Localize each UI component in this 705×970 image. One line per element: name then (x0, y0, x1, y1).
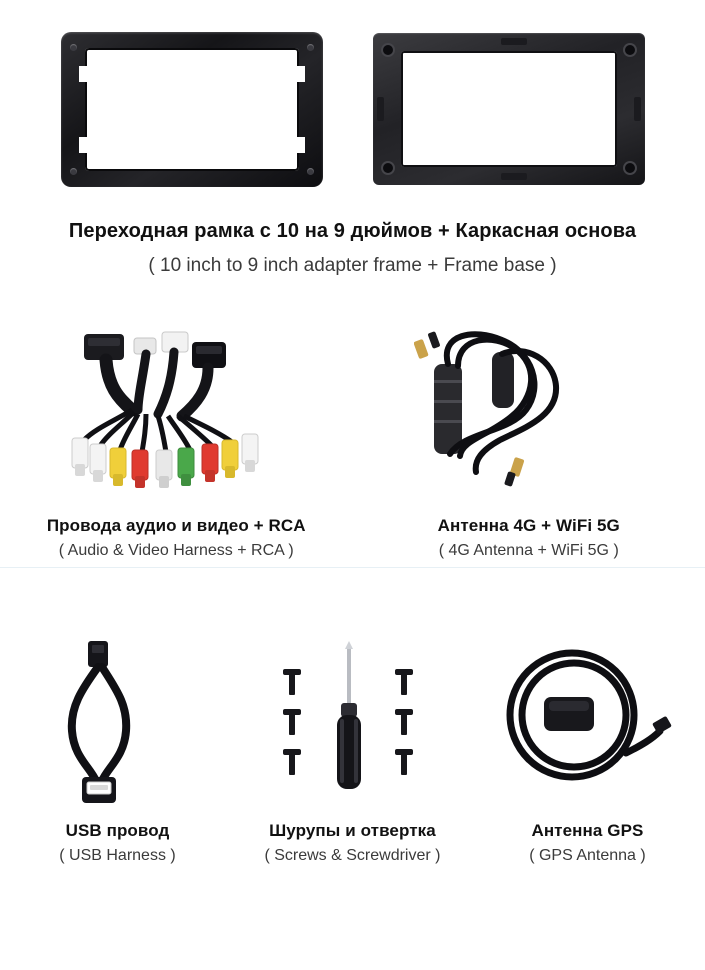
antenna-4g-wifi-caption-ru: Антенна 4G + WiFi 5G (437, 516, 620, 535)
audio-video-harness-caption (47, 516, 306, 560)
gps-antenna-puck-icon (492, 632, 682, 807)
hairline-divider (0, 567, 705, 568)
item-screws-screwdriver (235, 632, 470, 865)
item-antenna-4g-wifi (353, 319, 705, 560)
screws-screwdriver-caption-en: ( Screws & Screwdriver ) (264, 847, 441, 864)
item-gps-antenna (470, 632, 705, 865)
screws-screwdriver-caption (264, 821, 440, 865)
usb-cable-icon (42, 632, 192, 807)
gps-antenna-caption-ru: Антенна GPS (531, 821, 644, 840)
antenna-4g-wifi-5g-icon (414, 319, 644, 504)
audio-video-harness-caption-en: ( Audio & Video Harness + RCA ) (58, 542, 294, 559)
gps-antenna-caption (529, 821, 646, 865)
usb-harness-caption-ru: USB провод (65, 821, 170, 840)
item-audio-video-harness (0, 319, 353, 560)
screwdriver-and-screws-icon (267, 632, 437, 807)
item-usb-harness (0, 632, 235, 865)
frames-caption (0, 220, 705, 277)
section-frames (0, 0, 705, 277)
frames-image-row (0, 24, 705, 194)
antenna-4g-wifi-caption (438, 516, 620, 560)
screws-screwdriver-caption-ru: Шурупы и отвертка (269, 821, 436, 840)
section-harness-antenna (0, 319, 705, 560)
adapter-frame-glossy-icon (61, 32, 323, 187)
frames-caption-en: ( 10 inch to 9 inch adapter frame + Frame base ) (148, 255, 557, 276)
frame-base-matte-icon (373, 33, 645, 185)
audio-video-harness-caption-ru: Провода аудио и видео + RCA (46, 516, 306, 535)
antenna-4g-wifi-caption-en: ( 4G Antenna + WiFi 5G ) (438, 542, 619, 559)
section-accessories (0, 632, 705, 865)
wiring-harness-rca-icon (46, 319, 306, 504)
usb-harness-caption (59, 821, 175, 865)
gps-antenna-caption-en: ( GPS Antenna ) (529, 847, 646, 864)
frames-caption-ru: Переходная рамка с 10 на 9 дюймов + Каркасная основа (68, 220, 637, 242)
usb-harness-caption-en: ( USB Harness ) (59, 847, 176, 864)
